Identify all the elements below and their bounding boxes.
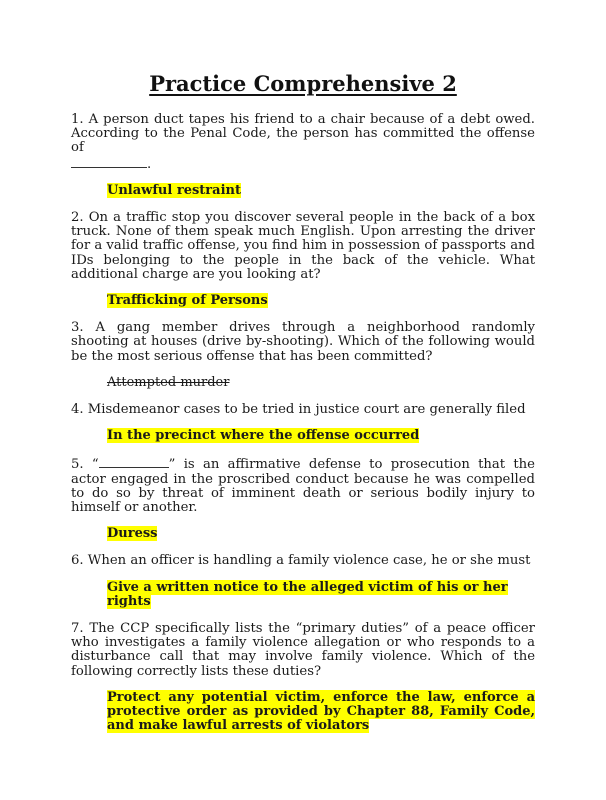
question-suffix: . [147,156,152,172]
answer-text: Unlawful restraint [107,182,241,198]
document-page [71,70,535,747]
question-4 [71,403,535,417]
answer-blank [71,156,147,168]
answer-text: Duress [107,526,158,542]
question-number: 2. [71,210,84,226]
question-number: 6. [71,553,84,569]
question-text: When an officer is handling a family violence case, he or she must [87,553,531,569]
answer-text: Give a written notice to the alleged victim of his or her rights [107,579,508,609]
answer-blank [99,456,169,468]
question-text: Misdemeanor cases to be tried in justice court are generally filed [87,402,526,418]
question-number: 7. [71,621,84,637]
question-number: 5. [71,457,84,473]
question-text: is an affirmative defense to prosecution that the actor engaged in the proscribed conduct because he was compelled to do so by threat of imminent death or serious bodily injury to himself or another. [71,457,535,516]
answer-text: In the precinct where the offense occurred [107,428,420,444]
answer-5 [107,527,535,541]
answer-1 [107,184,535,198]
answer-text: Attempted murder [107,374,230,390]
answer-3 [107,376,535,390]
answer-2 [107,294,535,308]
question-7 [71,622,535,679]
question-2 [71,211,535,282]
question-text: On a traffic stop you discover several people in the back of a box truck. None of them speak much English. Upon arresting the driver for a valid traffic offense, you find him in possession of passports and IDs belonging to the people in the back of the vehicle. What additional charge are you looking at? [71,210,536,282]
open-quote: “ [91,457,99,473]
question-number: 3. [71,320,84,336]
answer-text: Trafficking of Persons [107,293,268,309]
answer-7 [107,691,535,734]
question-number: 1. [71,112,84,127]
question-6 [71,554,535,568]
page-title: Practice Comprehensive 2 [149,71,457,96]
answer-text: Protect any potential victim, enforce the law, enforce a protective order as provided by Chapter 88, Family Code, and make lawful arrests of violators [107,689,535,734]
question-text: A person duct tapes his friend to a chair because of a debt owed. According to the Penal Code, the person has committed the offense of [71,112,535,156]
answer-6 [107,581,535,609]
question-3 [71,321,535,364]
question-5 [71,456,535,515]
question-text: A gang member drives through a neighborhood randomly shooting at houses (drive by-shooting). Which of the following would be the most serious offense that has been committed? [71,320,535,364]
question-text: The CCP specifically lists the “primary duties” of a peace officer who investigates a family violence allegation or who responds to a disturbance call that may involve family violence. Which of the following correctly lists these duties? [71,621,535,679]
question-1 [71,113,535,172]
question-number: 4. [71,402,84,418]
answer-4 [107,429,535,443]
close-quote: ” [168,457,176,473]
